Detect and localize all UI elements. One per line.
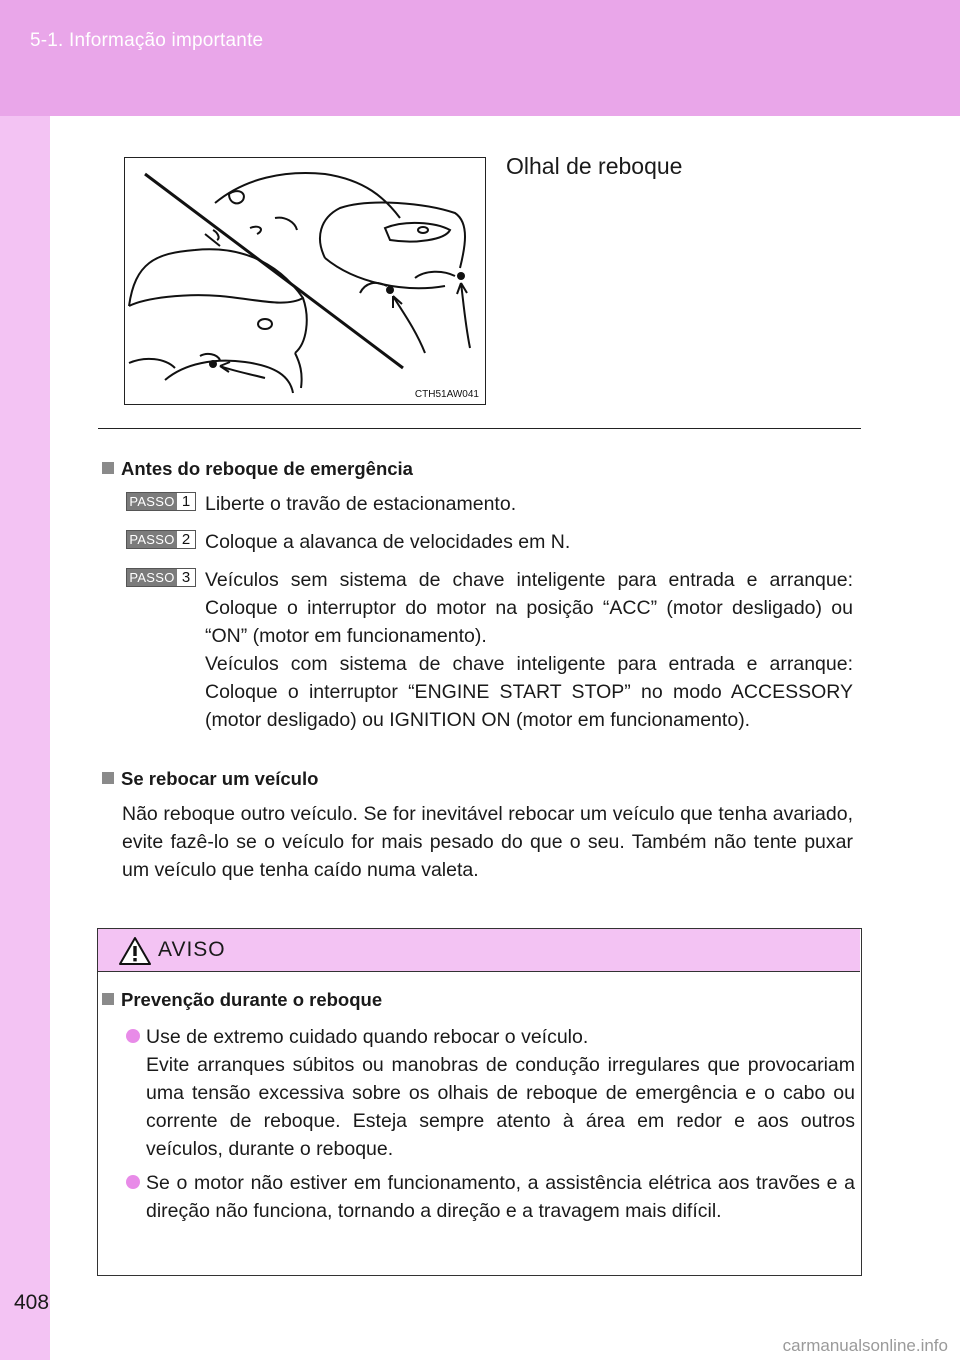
section-header (0, 0, 960, 116)
step-badge (126, 492, 196, 511)
watermark: carmanualsonline.info (782, 1336, 948, 1355)
square-bullet-icon (102, 462, 114, 474)
round-bullet-icon (126, 1175, 140, 1189)
towing-vehicle-text: Não reboque outro veículo. Se for inevitável rebocar um veículo que tenha avariado, evite fazê-lo se o veículo for mais pesado do que o seu. Também não tente puxar um veículo que tenha caído numa valeta. (122, 803, 853, 881)
page-number: 408 (14, 1291, 50, 1314)
bullet-line: Use de extremo cuidado quando rebocar o veículo. (146, 1026, 589, 1048)
towing-eyelet-illustration (124, 157, 486, 405)
heading-text: Se rebocar um veículo (121, 768, 319, 789)
heading-before-towing (102, 458, 413, 480)
step-badge (126, 530, 196, 549)
heading-towing-vehicle (102, 768, 318, 790)
warning-header (98, 929, 860, 972)
step-number: 3 (181, 569, 191, 586)
step-badge (126, 568, 196, 587)
step-text-part-2: Veículos com sistema de chave inteligente para entrada e arranque: Coloque o interruptor “ENGINE START STOP” no modo ACCESSORY (motor desligado) ou IGNITION ON (motor em funcionamento). (205, 653, 853, 731)
step-number: 2 (181, 531, 191, 548)
round-bullet-icon (126, 1029, 140, 1043)
step-label: PASSO (127, 569, 177, 586)
figure-callout: Olhal de reboque (506, 153, 683, 179)
step-label: PASSO (127, 493, 177, 510)
step-text (205, 566, 853, 734)
bullet-text: Se o motor não estiver em funcionamento, a assistência elétrica aos travões e a direção não funciona, tornando a direção e a travagem mais difícil. (146, 1172, 855, 1222)
warning-title: AVISO (158, 938, 226, 961)
warning-heading (102, 989, 382, 1011)
section-divider (98, 428, 861, 429)
heading-text: Antes do reboque de emergência (121, 458, 413, 479)
square-bullet-icon (102, 772, 114, 784)
step-text: Coloque a alavanca de velocidades em N. (205, 531, 571, 553)
step-text: Liberte o travão de estacionamento. (205, 493, 517, 515)
square-bullet-icon (102, 993, 114, 1005)
section-title: 5-1. Informação importante (30, 30, 264, 51)
car-line-drawing (125, 158, 485, 404)
warning-triangle-icon (118, 936, 152, 966)
step-label: PASSO (127, 531, 177, 548)
step-text-part-1: Veículos sem sistema de chave inteligente para entrada e arranque: Coloque o interruptor do motor na posição “ACC” (motor desligado) ou “ON” (motor em funcionamento). (205, 569, 853, 647)
warning-heading-text: Prevenção durante o reboque (121, 989, 383, 1010)
figure-code: CTH51AW041 (414, 389, 479, 400)
side-band (0, 116, 50, 1360)
bullet-line: Evite arranques súbitos ou manobras de condução irregulares que provocariam uma tensão excessiva sobre os olhais de reboque de emergência e o cabo ou corrente de reboque. Esteja sempre atento à área em redor e aos outros veículos, durante o reboque. (146, 1054, 855, 1160)
step-number: 1 (181, 493, 191, 510)
bullet-text (146, 1023, 855, 1163)
warning-box (97, 928, 862, 1276)
